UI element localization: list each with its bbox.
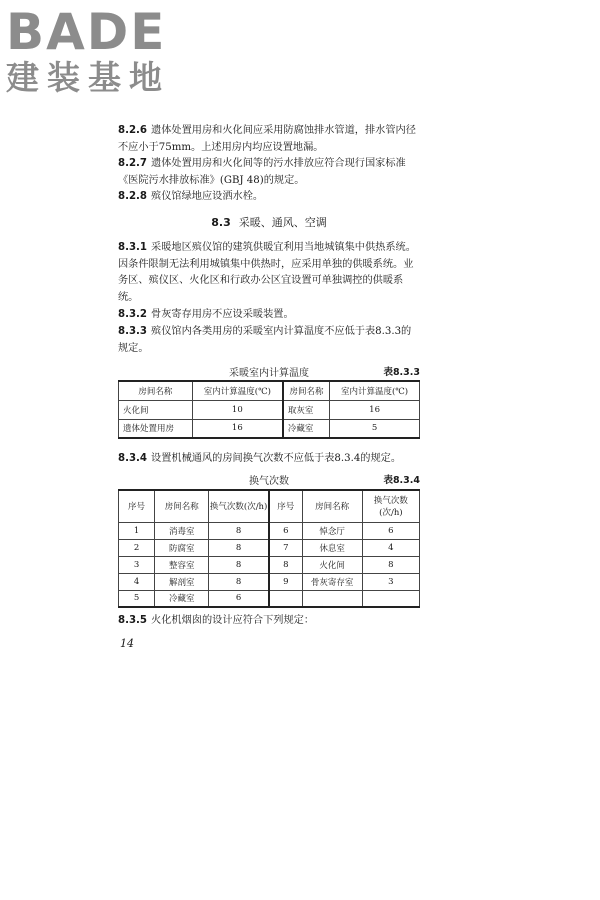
heating-temperature-table [118,380,420,439]
clause-number: 8.3.5 [118,615,148,626]
table-cell: 3 [362,573,419,590]
clause-8-3-2 [118,307,420,324]
table-cell: 火化间 [302,556,362,573]
table2-title: 换气次数 [249,476,289,487]
section-number: 8.3 [211,216,231,229]
clause-text: 殡仪馆绿地应设洒水栓。 [151,191,264,202]
table-header-cell: 房间名称 [119,381,193,400]
table-header-cell: 房间名称 [283,381,330,400]
table-cell: 16 [330,400,420,419]
table-cell: 8 [209,522,269,539]
clause-text: 采暖地区殡仪馆的建筑供暖宜利用当地城镇集中供热系统。因条件限制无法利用城镇集中供热时，应采用单独的供暖系统。业务区、殡仪区、火化区和行政办公区宜设置可单独调控的供暖系统。 [118,242,416,303]
section-title: 采暖、通风、空调 [238,216,327,229]
table-header-cell: 房间名称 [155,490,209,522]
clause-8-2-6 [118,123,420,156]
clause-text: 骨灰寄存用房不应设采暖装置。 [151,309,294,320]
table-cell: 16 [192,419,283,438]
table-header-cell: 室内计算温度(℃) [192,381,283,400]
table-header-cell: 室内计算温度(℃) [330,381,420,400]
clause-8-3-5 [118,613,420,630]
clause-text: 殡仪馆内各类用房的采暖室内计算温度不应低于表8.3.3的规定。 [118,326,412,354]
table-cell: 6 [362,522,419,539]
table-cell: 8 [209,539,269,556]
table1-caption [118,364,420,378]
clause-number: 8.3.2 [118,309,148,320]
clause-number: 8.3.4 [118,453,148,464]
table-cell: 火化间 [119,400,193,419]
logo-wordmark: BADE [6,3,167,61]
clause-number: 8.2.7 [118,158,148,169]
table-cell: 10 [192,400,283,419]
clause-8-2-8 [118,189,420,206]
table-cell: 3 [119,556,155,573]
table-cell: 休息室 [302,539,362,556]
table-header-cell: 序号 [269,490,302,522]
clause-8-3-3 [118,324,420,357]
clause-number: 8.3.3 [118,326,148,337]
table-cell [269,590,302,607]
table-row [119,573,420,590]
table-cell: 防腐室 [155,539,209,556]
ventilation-rate-table [118,489,420,608]
table-cell: 7 [269,539,302,556]
table-cell: 整容室 [155,556,209,573]
table-cell: 冷藏室 [155,590,209,607]
clause-text: 遗体处置用房和火化间应采用防腐蚀排水管道，排水管内径不应小于75mm。上述用房内均应设置地漏。 [118,125,416,153]
table-header-cell: 房间名称 [302,490,362,522]
table-header-row [119,490,420,522]
table-cell: 解剖室 [155,573,209,590]
logo-subtitle: 建装基地 [6,58,170,97]
table-row [119,522,420,539]
table1-number: 表8.3.3 [383,367,420,378]
clause-8-3-4 [118,451,420,468]
table2-caption [118,472,420,486]
table-cell [302,590,362,607]
table-cell: 6 [209,590,269,607]
table-cell: 1 [119,522,155,539]
table-cell: 消毒室 [155,522,209,539]
page-number: 14 [120,637,134,650]
clause-text: 火化机烟囱的设计应符合下列规定： [151,615,315,626]
table-cell: 4 [119,573,155,590]
clause-text: 遗体处置用房和火化间等的污水排放应符合现行国家标准《医院污水排放标准》(GBJ 48)的规定。 [118,158,406,186]
table-cell: 骨灰寄存室 [302,573,362,590]
table-cell: 取灰室 [283,400,330,419]
clause-8-2-7 [118,156,420,189]
table-cell: 8 [269,556,302,573]
table-row [119,556,420,573]
table-header-cell: 序号 [119,490,155,522]
table-row [119,419,420,438]
table1-title: 采暖室内计算温度 [229,368,309,379]
table-cell: 4 [362,539,419,556]
table-header-cell: 换气次数(次/h) [362,490,419,522]
table-cell: 8 [209,573,269,590]
table-cell [362,590,419,607]
table-cell: 9 [269,573,302,590]
table-cell: 6 [269,522,302,539]
brand-logo [6,4,170,96]
clause-number: 8.2.6 [118,125,148,136]
table-header-cell: 换气次数(次/h) [209,490,269,522]
table-cell: 5 [119,590,155,607]
section-heading [118,214,420,230]
table2-number: 表8.3.4 [383,475,420,486]
table-cell: 悼念厅 [302,522,362,539]
table-row [119,539,420,556]
table-cell: 2 [119,539,155,556]
table-row [119,590,420,607]
table-cell: 8 [362,556,419,573]
table-header-row [119,381,420,400]
table-cell: 遗体处置用房 [119,419,193,438]
clause-text: 设置机械通风的房间换气次数不应低于表8.3.4的规定。 [151,453,402,464]
clause-number: 8.2.8 [118,191,148,202]
table-row [119,400,420,419]
clause-8-3-1 [118,240,420,306]
table-cell: 5 [330,419,420,438]
table-cell: 冷藏室 [283,419,330,438]
table-cell: 8 [209,556,269,573]
clause-number: 8.3.1 [118,242,148,253]
